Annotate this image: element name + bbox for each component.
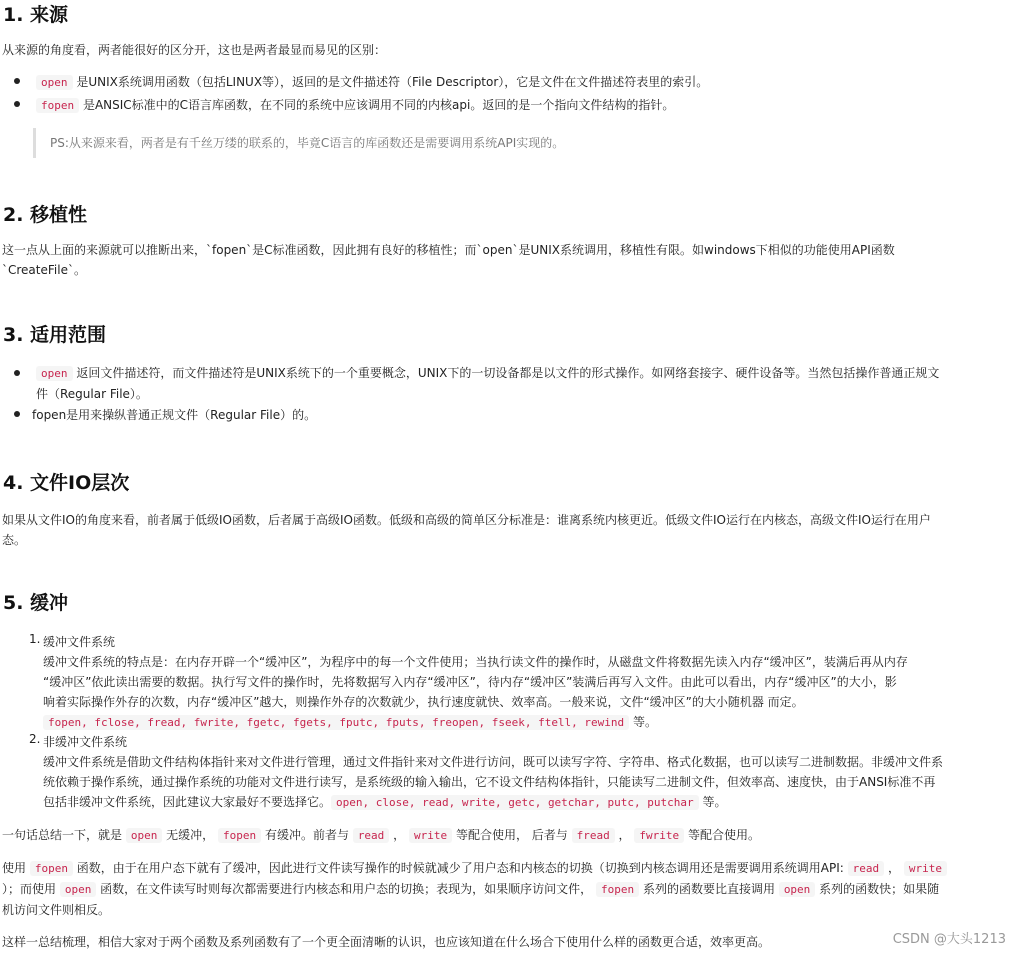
- inline-code: fopen: [30, 861, 73, 876]
- heading-portability: 2. 移植性: [3, 204, 88, 226]
- text-segment: 等配合使用， 后者与: [455, 828, 568, 842]
- watermark: CSDN @大头1213: [892, 932, 1006, 947]
- text-line: 包括非缓冲文件系统，因此建议大家最好不要选择它。: [43, 795, 332, 809]
- heading-io-level: 4. 文件IO层次: [3, 472, 130, 494]
- text-line: fopen是用来操纵普通正规文件（Regular File）的。: [32, 408, 317, 422]
- text-line: `CreateFile`。: [2, 263, 86, 277]
- text-line: 从来源的角度看，两者能很好的区分开，这也是两者最显而易见的区别：: [2, 43, 387, 57]
- text-segment: ，: [618, 828, 631, 842]
- inline-code: open: [36, 366, 73, 381]
- list-item: [36, 72, 1006, 93]
- text-segment: 使用: [2, 861, 27, 875]
- list-item: [32, 405, 1007, 425]
- inline-code: open: [779, 882, 816, 897]
- inline-code: fread: [572, 828, 615, 843]
- text-line: 等。: [702, 795, 727, 809]
- inline-code: open, close, read, write, getc, getchar, putc, putchar: [331, 795, 699, 810]
- text-line: 态。: [2, 533, 27, 547]
- text-line: 统依赖于操作系统，通过操作系统的功能对文件进行读写，是系统级的输入输出，它不设文件结构体指针，只能读写二进制文件，但效率高、速度快，由于ANSI标准不再: [43, 775, 936, 789]
- text-segment: 函数，在文件读写时则每次都需要进行内核态和用户态的切换；表现为，如果顺序访问文件，: [100, 882, 593, 896]
- text-segment: 有缓冲。前者与: [264, 828, 349, 842]
- inline-code: fopen: [596, 882, 639, 897]
- text-line: 这样一总结梳理，相信大家对于两个函数及系列函数有了一个更全面清晰的认识，也应该知道在什么场合下使用什么样的函数更合适，效率更高。: [2, 935, 771, 949]
- list-number: 1.: [29, 632, 41, 646]
- text-line: 等。: [633, 715, 658, 729]
- list-item: [43, 732, 1018, 813]
- text-segment: 机访问文件则相反。: [2, 903, 111, 917]
- inline-code: fopen: [218, 828, 261, 843]
- summary-paragraph: [2, 932, 1014, 952]
- heading-source: 1. 来源: [3, 4, 69, 26]
- list-number: 2.: [29, 732, 41, 746]
- text-segment: ，: [888, 861, 901, 875]
- text-line: 是UNIX系统调用函数（包括LINUX等），返回的是文件描述符（File Descriptor），它是文件在文件描述符表里的索引。: [76, 75, 709, 89]
- text-segment: 系列的函数要比直接调用: [642, 882, 775, 896]
- text-line: 缓冲文件系统的特点是：在内存开辟一个“缓冲区”，为程序中的每一个文件使用；当执行读文件的操作时，从磁盘文件将数据先读入内存“缓冲区”，装满后再从内存: [43, 655, 908, 669]
- text-line: “缓冲区”依此读出需要的数据。执行写文件的操作时，先将数据写入内存“缓冲区”，待内存“缓冲区”装满后再写入文件。由此可以看出，内存“缓冲区”的大小，影: [43, 675, 897, 689]
- bullet-icon: [14, 101, 20, 107]
- text-segment: ，: [393, 828, 406, 842]
- list-item: [36, 95, 1006, 116]
- bullet-icon: [14, 78, 20, 84]
- inline-code: read: [353, 828, 390, 843]
- heading-scope: 3. 适用范围: [3, 324, 107, 346]
- list-item: [43, 632, 1018, 733]
- inline-code: fwrite: [634, 828, 684, 843]
- paragraph: [2, 240, 1014, 280]
- inline-code: write: [409, 828, 452, 843]
- text-line: 缓冲文件系统是借助文件结构体指针来对文件进行管理，通过文件指针来对文件进行访问，既可以读写字符、字符串、格式化数据，也可以读写二进制数据。非缓冲文件系: [43, 755, 944, 769]
- text-line: 缓冲文件系统: [43, 635, 116, 649]
- blockquote: PS:从来源来看，两者是有千丝万缕的联系的，毕竟C语言的库函数还是需要调用系统API实现的。: [33, 128, 1013, 158]
- inline-code: open: [36, 75, 73, 90]
- paragraph: [2, 40, 1014, 60]
- inline-code: read: [848, 861, 885, 876]
- heading-buffer: 5. 缓冲: [3, 592, 69, 614]
- paragraph: [2, 510, 1014, 550]
- list-item: [36, 363, 1011, 404]
- inline-code: fopen, fclose, fread, fwrite, fgetc, fgets, fputc, fputs, freopen, fseek, ftell, rewind: [43, 715, 629, 730]
- bullet-icon: [14, 370, 20, 376]
- inline-code: fopen: [36, 98, 79, 113]
- text-segment: 一句话总结一下，就是: [2, 828, 123, 842]
- text-segment: 系列的函数快；如果随: [819, 882, 940, 896]
- text-line: 这一点从上面的来源就可以推断出来，`fopen`是C标准函数，因此拥有良好的移植性；而`open`是UNIX系统调用，移植性有限。如windows下相似的功能使用API函数: [2, 243, 895, 257]
- text-line: 非缓冲文件系统: [43, 735, 128, 749]
- text-line: 件（Regular File）。: [36, 387, 148, 401]
- inline-code: open: [126, 828, 163, 843]
- text-line: 响着实际操作外存的次数，内存“缓冲区”越大，则操作外存的次数就少，执行速度就快、效率高。一般来说，文件“缓冲区”的大小随机器 而定。: [43, 695, 804, 709]
- summary-paragraph: [2, 825, 1014, 846]
- text-segment: ）；而使用: [2, 882, 57, 896]
- inline-code: open: [60, 882, 97, 897]
- summary-paragraph: [2, 858, 1014, 920]
- text-segment: 函数，由于在用户态下就有了缓冲，因此进行文件读写操作的时候就减少了用户态和内核态的切换（切换到内核态调用还是需要调用系统调用API:: [76, 861, 844, 875]
- text-line: 返回文件描述符，而文件描述符是UNIX系统下的一个重要概念，UNIX下的一切设备都是以文件的形式操作。如网络套接字、硬件设备等。当然包括操作普通正规文: [76, 366, 940, 380]
- text-line: 是ANSIC标准中的C语言库函数，在不同的系统中应该调用不同的内核api。返回的是一个指向文件结构的指针。: [82, 98, 675, 112]
- bullet-icon: [14, 411, 20, 417]
- text-segment: 等配合使用。: [687, 828, 760, 842]
- inline-code: write: [904, 861, 947, 876]
- text-line: 如果从文件IO的角度来看，前者属于低级IO函数，后者属于高级IO函数。低级和高级的简单区分标准是：谁离系统内核更近。低级文件IO运行在内核态，高级文件IO运行在用户: [2, 513, 931, 527]
- text-segment: 无缓冲，: [166, 828, 215, 842]
